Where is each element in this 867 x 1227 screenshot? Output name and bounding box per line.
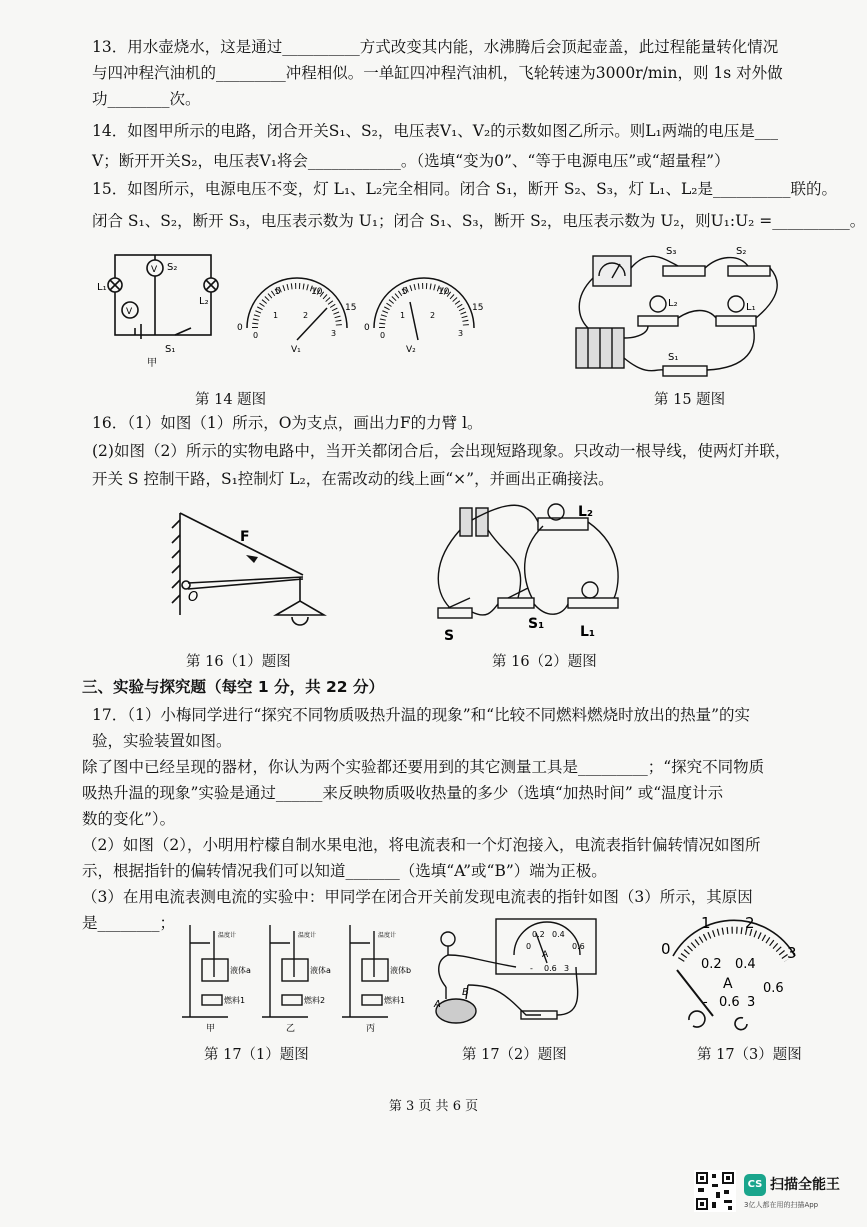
meter-v2-inner-0: 0 — [380, 331, 386, 340]
fig16-2-l2-label: L₂ — [578, 504, 594, 520]
q15-line-2: 闭合 S₁、S₂，断开 S₃，电压表示数为 U₁；闭合 S₁、S₃，断开 S₂，电压表示数为 U₂，则U₁:U₂ =__________。 — [92, 212, 866, 230]
fig16-2-l1-label: L₁ — [580, 624, 596, 640]
fig17-2-b-label: B — [462, 987, 469, 998]
fig16-2-caption: 第 16（2）题图 — [492, 654, 597, 670]
fig17-3-terminal-3: 3 — [747, 995, 756, 1010]
fig17-3-caption: 第 17（3）题图 — [697, 1047, 802, 1063]
fig14-s1-label: S₁ — [165, 344, 176, 355]
fig17-3-end-3: 3 — [787, 944, 797, 962]
fig15-s3-label: S₃ — [666, 246, 677, 257]
q17-line-2: 验，实验装置如图。 — [92, 732, 232, 750]
q17-line-6: （2）如图（2），小明用柠檬自制水果电池，将电流表和一个灯泡接入，电流表指针偏转情况如图所 — [82, 836, 761, 854]
fig17-1-label-jia: 甲 — [206, 1024, 216, 1034]
fig14-jia-label: 甲 — [147, 358, 157, 369]
fig15-s2-label: S₂ — [736, 246, 747, 257]
fig17-2-meter-unit: A — [542, 950, 549, 960]
fig17-1-liquid-a-1: 液体a — [230, 966, 251, 975]
q14-line-1: 14．如图甲所示的电路，闭合开关S₁、S₂，电压表V₁、V₂的示数如图乙所示。则L₁两端的电压是___ — [92, 122, 778, 140]
meter-v1-inner-2: 2 — [303, 311, 309, 320]
fig17-2-scale-04: 0.4 — [552, 930, 565, 939]
q13-line-2: 与四冲程汽油机的_________冲程相似。一单缸四冲程汽油机，飞轮转速为3000r/min，则 1s 对外做 — [92, 64, 783, 82]
scanner-app-name: 扫描全能王 — [770, 1177, 840, 1193]
fig17-1-liquid-a-2: 液体a — [310, 966, 331, 975]
fig16-1-lever — [168, 505, 338, 645]
meter-v2-top-5: 5 — [402, 287, 408, 297]
fig17-1-label-bing: 丙 — [366, 1024, 376, 1034]
meter-v1-inner-0: 0 — [253, 331, 259, 340]
q17-line-8: （3）在用电流表测电流的实验中：甲同学在闭合开关前发现电流表的指针如图（3）所示，其原因 — [82, 888, 753, 906]
fig14-l1-label: L₁ — [97, 282, 107, 293]
fig15-l2-label: L₂ — [668, 298, 678, 309]
q16-line-3: 开关 S 控制干路，S₁控制灯 L₂，在需改动的线上画“×”，并画出正确接法。 — [92, 470, 614, 488]
q17-line-1: 17．（1）小梅同学进行“探究不同物质吸热升温的现象”和“比较不同燃料燃烧时放出的热量”的实 — [92, 706, 751, 724]
page-footer: 第 3 页 共 6 页 — [388, 1099, 479, 1114]
fig17-2-lemon-battery — [426, 915, 606, 1030]
meter-v2-top-10: 10 — [438, 287, 450, 297]
scanner-watermark — [744, 1172, 852, 1212]
fig17-1-therm-2: 温度计 — [298, 932, 317, 939]
fig16-1-o-label: O — [188, 590, 199, 605]
fig17-2-terminal-3: 3 — [564, 964, 570, 973]
fig17-3-unit: A — [723, 976, 733, 992]
q17-line-4: 吸热升温的现象”实验是通过______来反映物质吸收热量的多少（选填“加热时间” 或“温度计示 — [82, 784, 724, 802]
fig14-meter-v1 — [235, 280, 360, 355]
fig17-2-terminal-06: 0.6 — [544, 964, 557, 973]
fig17-1-fuel-2: 燃料2 — [304, 996, 326, 1005]
meter-v1-end-0: 0 — [237, 323, 243, 333]
fig14-s2-label: S₂ — [167, 262, 178, 273]
q14-line-2: V；断开开关S₂，电压表V₁将会____________。（选填“变为0”、“等于电源电压”或“超量程”） — [92, 152, 730, 170]
fig16-2-circuit — [428, 490, 628, 645]
meter-v2-inner-1: 1 — [400, 311, 406, 320]
fig14-meter-v2 — [362, 280, 487, 355]
q17-line-5: 数的变化”）。 — [82, 810, 176, 828]
scanner-tagline: 3亿人都在用的扫描App — [744, 1201, 819, 1209]
fig15-circuit — [568, 238, 793, 388]
fig17-1-fuel-1a: 燃料1 — [224, 996, 246, 1005]
meter-v1-inner-3: 3 — [331, 329, 337, 338]
meter-v2-end-0: 0 — [364, 323, 370, 333]
fig17-3-ammeter — [655, 908, 805, 1033]
fig14-caption: 第 14 题图 — [195, 392, 267, 408]
fig17-3-terminal-minus: - — [703, 995, 708, 1010]
fig17-3-top-1: 1 — [701, 914, 711, 932]
scanner-logo-icon: CS — [744, 1174, 766, 1196]
fig17-1-therm-1: 温度计 — [218, 932, 237, 939]
fig16-2-s-label: S — [444, 628, 455, 644]
meter-v2-inner-2: 2 — [430, 311, 436, 320]
fig17-2-scale-02: 0.2 — [532, 930, 545, 939]
fig17-3-end-0: 0 — [661, 940, 671, 958]
fig17-1-therm-3: 温度计 — [378, 932, 397, 939]
fig17-2-caption: 第 17（2）题图 — [462, 1047, 567, 1063]
fig17-3-inner-04: 0.4 — [735, 957, 756, 972]
q16-line-1: 16．（1）如图（1）所示，O为支点，画出力F的力臂 l。 — [92, 414, 483, 432]
fig17-2-terminal-minus: - — [530, 964, 533, 973]
fig14-v-mark-2: V — [126, 307, 133, 317]
meter-v1-end-15: 15 — [345, 303, 357, 313]
fig14-circuit — [95, 240, 225, 370]
fig17-1-apparatus — [178, 915, 412, 1035]
section-3-heading: 三、实验与探究题（每空 1 分，共 22 分） — [82, 678, 384, 696]
fig17-3-terminal-06: 0.6 — [719, 995, 740, 1010]
q17-line-7: 示，根据指针的偏转情况我们可以知道_______（选填“A”或“B”）端为正极。 — [82, 862, 607, 880]
fig14-l2-label: L₂ — [199, 296, 209, 307]
q17-line-9: 是________； — [82, 914, 176, 932]
fig16-2-s1-label: S₁ — [528, 616, 545, 632]
fig14-v-mark-1: V — [151, 265, 158, 275]
fig17-2-scale-06: 0.6 — [572, 942, 585, 951]
meter-v1-inner-1: 1 — [273, 311, 279, 320]
q13-line-3: 功________次。 — [92, 90, 201, 108]
meter-v2-inner-3: 3 — [458, 329, 464, 338]
fig17-2-scale-0: 0 — [526, 942, 532, 951]
fig17-1-label-yi: 乙 — [286, 1024, 296, 1034]
meter-v1-top-10: 10 — [311, 287, 323, 297]
meter-v2-name: V₂ — [406, 345, 416, 355]
meter-v2-end-15: 15 — [472, 303, 484, 313]
q17-line-3: 除了图中已经呈现的器材，你认为两个实验都还要用到的其它测量工具是_________；“探究不同物质 — [82, 758, 765, 776]
q15-line-1: 15．如图所示，电源电压不变，灯 L₁、L₂完全相同。闭合 S₁，断开 S₂、S₃，灯 L₁、L₂是__________联的。 — [92, 180, 837, 198]
qr-code-icon — [694, 1170, 736, 1212]
fig15-caption: 第 15 题图 — [654, 392, 726, 408]
q13-line-1: 13．用水壶烧水，这是通过__________方式改变其内能，水沸腾后会顶起壶盖，此过程能量转化情况 — [92, 38, 779, 56]
fig17-3-top-2: 2 — [745, 914, 755, 932]
meter-v1-top-5: 5 — [275, 287, 281, 297]
fig15-s1-label: S₁ — [668, 352, 679, 363]
fig16-1-f-label: F — [240, 529, 250, 545]
q16-line-2: (2)如图（2）所示的实物电路中，当开关都闭合后，会出现短路现象。只改动一根导线，使两灯并联， — [92, 442, 791, 460]
fig17-1-liquid-b: 液体b — [390, 966, 412, 975]
fig17-3-inner-02: 0.2 — [701, 957, 722, 972]
fig17-1-fuel-1b: 燃料1 — [384, 996, 406, 1005]
fig15-l1-label: L₁ — [746, 302, 756, 313]
fig17-3-inner-06: 0.6 — [763, 981, 784, 996]
fig17-1-caption: 第 17（1）题图 — [204, 1047, 309, 1063]
fig17-2-a-label: A — [434, 999, 441, 1010]
fig16-1-caption: 第 16（1）题图 — [186, 654, 291, 670]
meter-v1-name: V₁ — [291, 345, 301, 355]
